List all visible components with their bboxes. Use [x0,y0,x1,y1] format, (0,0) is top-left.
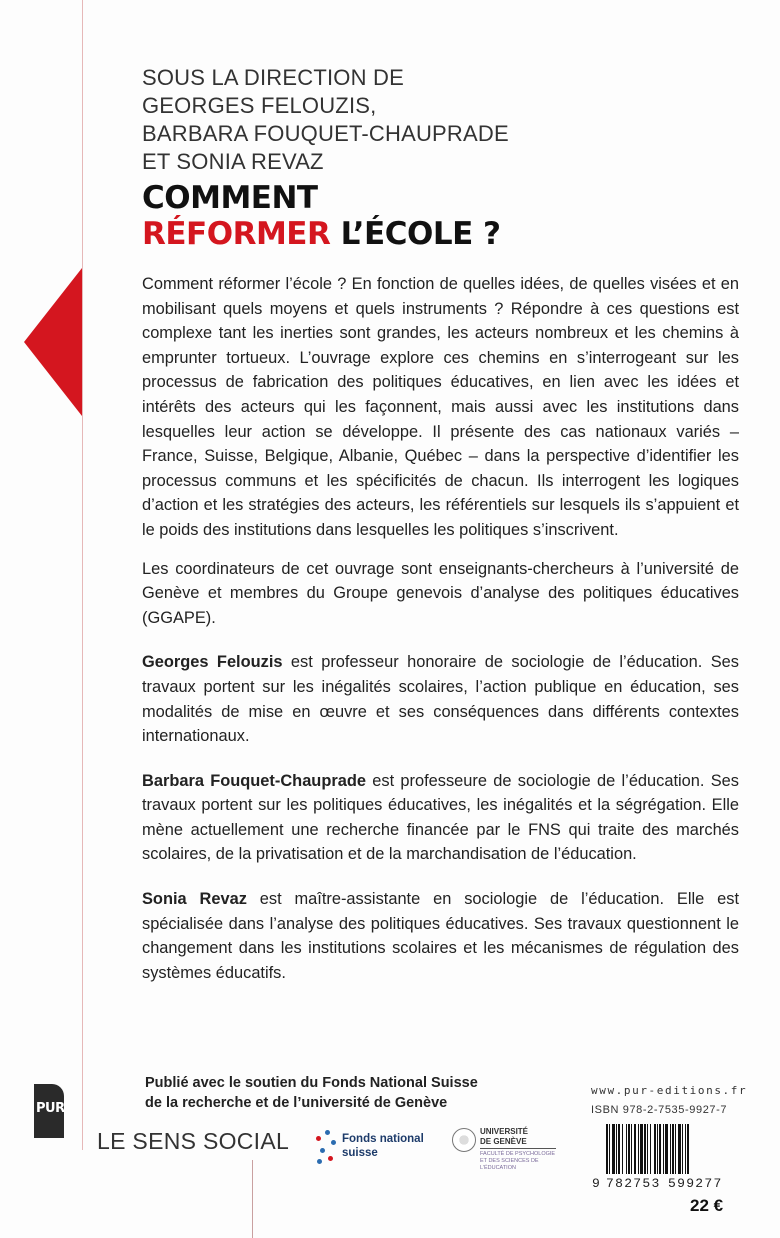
title-highlight: RÉFORMER [142,216,331,252]
barcode-stripe [657,1124,658,1174]
barcode-stripe [640,1124,643,1174]
direction-line: ET SONIA REVAZ [142,149,324,174]
bio-felouzis [142,650,739,748]
price: 22 € [690,1196,724,1215]
barcode-stripe [616,1124,617,1174]
barcode-group-2: 599277 [668,1176,723,1191]
barcode-stripe [687,1124,689,1174]
unige-line: DE GENÈVE [480,1137,527,1146]
barcode-stripe [663,1124,664,1174]
barcode-stripe [678,1124,681,1174]
fns-logo-text [342,1132,424,1160]
margin-rule [82,0,83,1150]
barcode-stripe [612,1124,615,1174]
fns-logo [316,1128,436,1168]
title-rest: L’ÉCOLE ? [330,216,501,252]
unige-faculty: FACULTÉ DE PSYCHOLOGIE ET DES SCIENCES DE L’ÉDUCATION [480,1151,556,1171]
barcode-stripe [670,1124,671,1174]
barcode-group-1: 782753 [606,1176,661,1191]
title-line-2 [142,216,501,252]
barcode-stripe [685,1124,686,1174]
blurb [142,272,739,985]
barcode-stripe [638,1124,639,1174]
barcode-stripe [609,1124,610,1174]
barcode-stripe [654,1124,656,1174]
direction-line: SOUS LA DIRECTION DE [142,65,404,90]
unige-logo [452,1124,562,1171]
summary-paragraph: Comment réformer l’école ? En fonction de quelles idées, de quelles visées et en mobilisant quels moyens et quels instruments ? Répondre à ces questions est complexe tant les inerties sont grandes, les acteurs nombreux et les chemins à emprunter tortueux. L’ouvrage explore ces chemins en s’interrogeant sur les processus de fabrication des politiques éducatives, en lien avec les idées et intérêts des acteurs qui les façonnent, mais aussi avec les institutions dans lesquelles leur action se développe. Il présente des cas nationaux variés – France, Suisse, Belgique, Albanie, Québec – dans la perspective d’identifier les processus communs et les spécificités de chacun. Ils interrogent les logiques d’action et les stratégies des acteurs, les référentiels sur lesquels ils s’appuient et le poids des institutions dans lesquelles les politiques s’inscrivent. [142,275,739,539]
support-line: Publié avec le soutien du Fonds National Suisse [145,1075,478,1091]
barcode-lead-digit: 9 [592,1176,600,1191]
barcode-stripe [659,1124,661,1174]
coordinators-paragraph: Les coordinateurs de cet ouvrage sont enseignants-chercheurs à l’université de Genève et membres du Groupe genevois d’analyse des politiques éducatives (GGAPE). [142,559,739,627]
unige-rule [480,1148,556,1149]
collection-rule [252,1160,253,1238]
fns-dots-icon [316,1130,338,1164]
barcode-stripe [626,1124,627,1174]
unige-name [480,1127,528,1147]
barcode-stripe [682,1124,683,1174]
isbn: ISBN 978-2-7535-9927-7 [591,1104,728,1116]
barcode-stripe [665,1124,668,1174]
publisher-url: www.pur-editions.fr [591,1084,748,1097]
support-line: de la recherche et de l’université de Genève [145,1095,448,1111]
collection-name: LE SENS SOCIAL [97,1128,290,1154]
title-line-1: COMMENT [142,180,318,216]
author-name: Georges Felouzis [142,653,283,672]
direction-line: GEORGES FELOUZIS, [142,93,377,118]
barcode-stripe [622,1124,623,1174]
bio-revaz [142,887,739,985]
unige-seal-icon [452,1128,476,1152]
fns-line: Fonds national [342,1133,424,1145]
bio-fouquet-chauprade [142,769,739,867]
unige-line: UNIVERSITÉ [480,1127,529,1136]
pur-logo [34,1084,64,1138]
book-title [142,180,501,252]
barcode-stripe [634,1124,636,1174]
author-bio: est maître-assistante en sociologie de l’éducation. Elle est spécialisée dans l’analyse des politiques éducatives. Ses travaux questionnent le changement dans les institutions scolaires et les mécanismes de régulation des systèmes éducatifs. [142,890,739,982]
barcode-icon [606,1124,738,1174]
author-bio: est professeure de sociologie de l’éducation. Ses travaux portent sur les politiques éducatives, les inégalités et la ségrégation. Elle mène actuellement une recherche financée par le FNS qui traite des marchés scolaires, de la privatisation et de la marchandisation de l’éducation. [142,771,739,864]
barcode-stripe [675,1124,676,1174]
pur-logo-text: PUR [36,1101,65,1116]
barcode-stripe [644,1124,646,1174]
editors-block [142,64,742,176]
author-bio: est professeur honoraire de sociologie de l’éducation. Ses travaux portent sur les inégalités scolaires, l’action publique en éducation, ses modalités de mise en œuvre et ses conséquences dans différents contextes internationaux. [142,653,739,746]
author-name: Sonia Revaz [142,890,247,909]
support-notice [145,1073,565,1113]
barcode-stripe [647,1124,648,1174]
barcode-stripe [672,1124,674,1174]
barcode-stripe [628,1124,630,1174]
barcode-stripe [650,1124,651,1174]
barcode-stripe [606,1124,608,1174]
barcode-stripe [631,1124,632,1174]
red-triangle-mark [24,268,82,416]
barcode-stripe [618,1124,620,1174]
author-name: Barbara Fouquet-Chauprade [142,771,366,790]
fns-line: suisse [342,1147,378,1159]
direction-line: BARBARA FOUQUET-CHAUPRADE [142,121,509,146]
